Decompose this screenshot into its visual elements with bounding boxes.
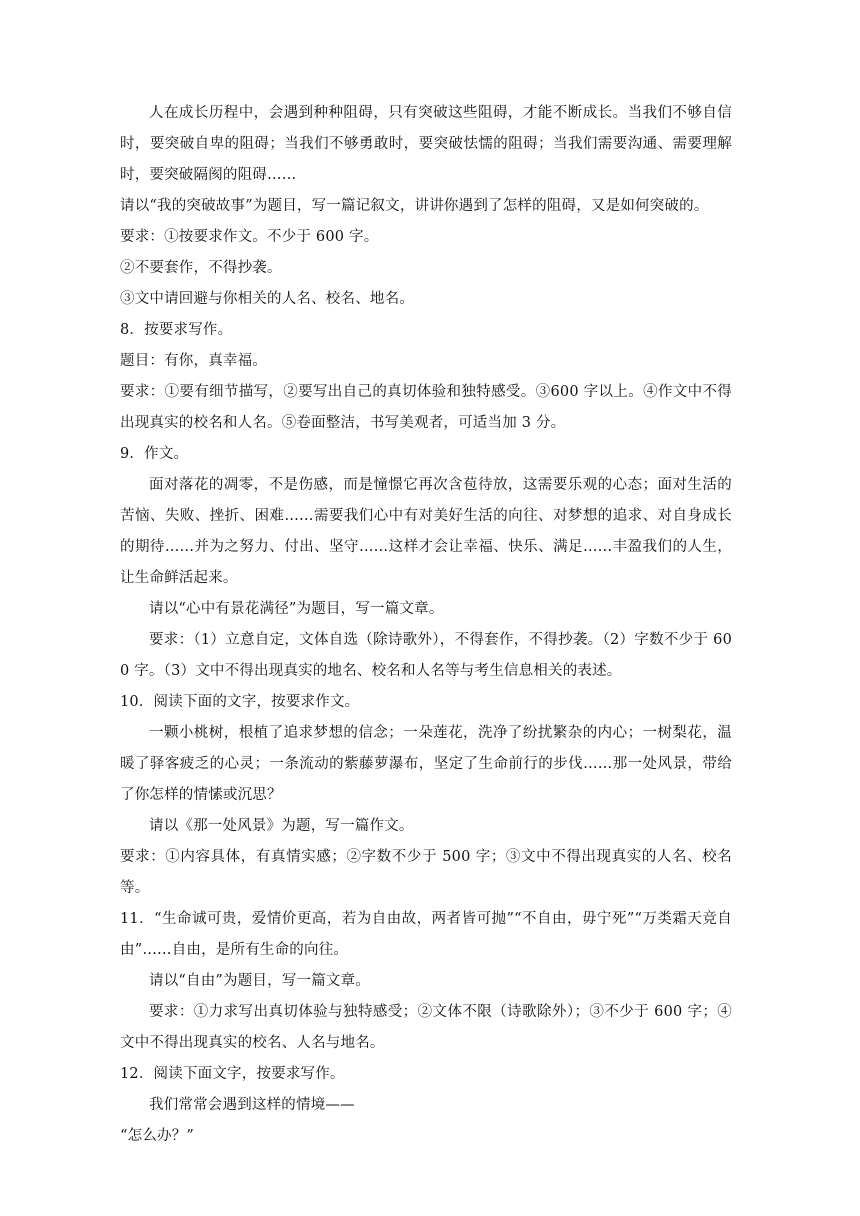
material-paragraph: 一颗小桃树，根植了追求梦想的信念；一朵莲花，洗净了纷扰繁杂的内心；一树梨花，温暖了驿客疲乏的心灵；一条流动的紫藤萝瀑布，坚定了生命前行的步伐……那一处风景，带给了你怎样的情愫或沉思？ <box>120 725 732 803</box>
quote-line: “怎么办？” <box>120 1128 195 1144</box>
requirement-line: ②不要套作，不得抄袭。 <box>120 260 282 276</box>
intro-paragraph: 人在成长历程中，会遇到种种阻碍，只有突破这些阻碍，才能不断成长。当我们不够自信时，要突破自卑的阻碍；当我们不够勇敢时，要突破怯懦的阻碍；当我们需要沟通、需要理解时，要突破隔阂的阻碍…… <box>120 105 732 183</box>
requirement-paragraph: 要求：①要有细节描写，②要写出自己的真切体验和独特感受。③600 字以上。④作文中不得出现真实的校名和人名。⑤卷面整洁，书写美观者，可适当加 3 分。 <box>120 384 732 431</box>
prompt-instruction: 请以《那一处风景》为题，写一篇作文。 <box>149 818 414 834</box>
question-heading: 9．作文。 <box>120 446 189 462</box>
document-body <box>120 98 732 1152</box>
requirement-paragraph: 要求：①内容具体，有真情实感；②字数不少于 500 字；③文中不得出现真实的人名、校名等。 <box>120 849 732 896</box>
requirement-paragraph: 要求：①力求写出真切体验与独特感受；②文体不限（诗歌除外）；③不少于 600 字；④文中不得出现真实的校名、人名与地名。 <box>120 1004 732 1051</box>
topic-line: 题目：有你，真幸福。 <box>120 353 267 369</box>
requirement-line: ③文中请回避与你相关的人名、校名、地名。 <box>120 291 414 307</box>
question-heading: 12．阅读下面文字，按要求写作。 <box>120 1066 345 1082</box>
requirement-line: 要求：①按要求作文。不少于 600 字。 <box>120 229 379 245</box>
material-paragraph: 面对落花的凋零，不是伤感，而是憧憬它再次含苞待放，这需要乐观的心态；面对生活的苦恼、失败、挫折、困难……需要我们心中有对美好生活的向往、对梦想的追求、对自身成长的期待……并为之努力、付出、坚守……这样才会让幸福、快乐、满足……丰盈我们的人生，让生命鲜活起来。 <box>120 477 732 586</box>
material-paragraph: 我们常常会遇到这样的情境—— <box>149 1097 355 1113</box>
requirement-paragraph: 要求：（1）立意自定，文体自选（除诗歌外），不得套作，不得抄袭。（2）字数不少于 600 字。（3）文中不得出现真实的地名、校名和人名等与考生信息相关的表述。 <box>120 632 732 679</box>
question-heading: 11．“生命诚可贵，爱情价更高，若为自由故，两者皆可抛”“不自由，毋宁死”“万类霜天竞自由”……自由，是所有生命的向往。 <box>120 911 732 958</box>
question-heading: 8．按要求写作。 <box>120 322 233 338</box>
question-heading: 10．阅读下面的文字，按要求作文。 <box>120 694 360 710</box>
prompt-instruction: 请以“我的突破故事”为题目，写一篇记叙文，讲讲你遇到了怎样的阻碍，又是如何突破的。 <box>120 198 709 214</box>
prompt-instruction: 请以“自由”为题目，写一篇文章。 <box>149 973 371 989</box>
prompt-instruction: 请以“心中有景花满径”为题目，写一篇文章。 <box>149 601 444 617</box>
